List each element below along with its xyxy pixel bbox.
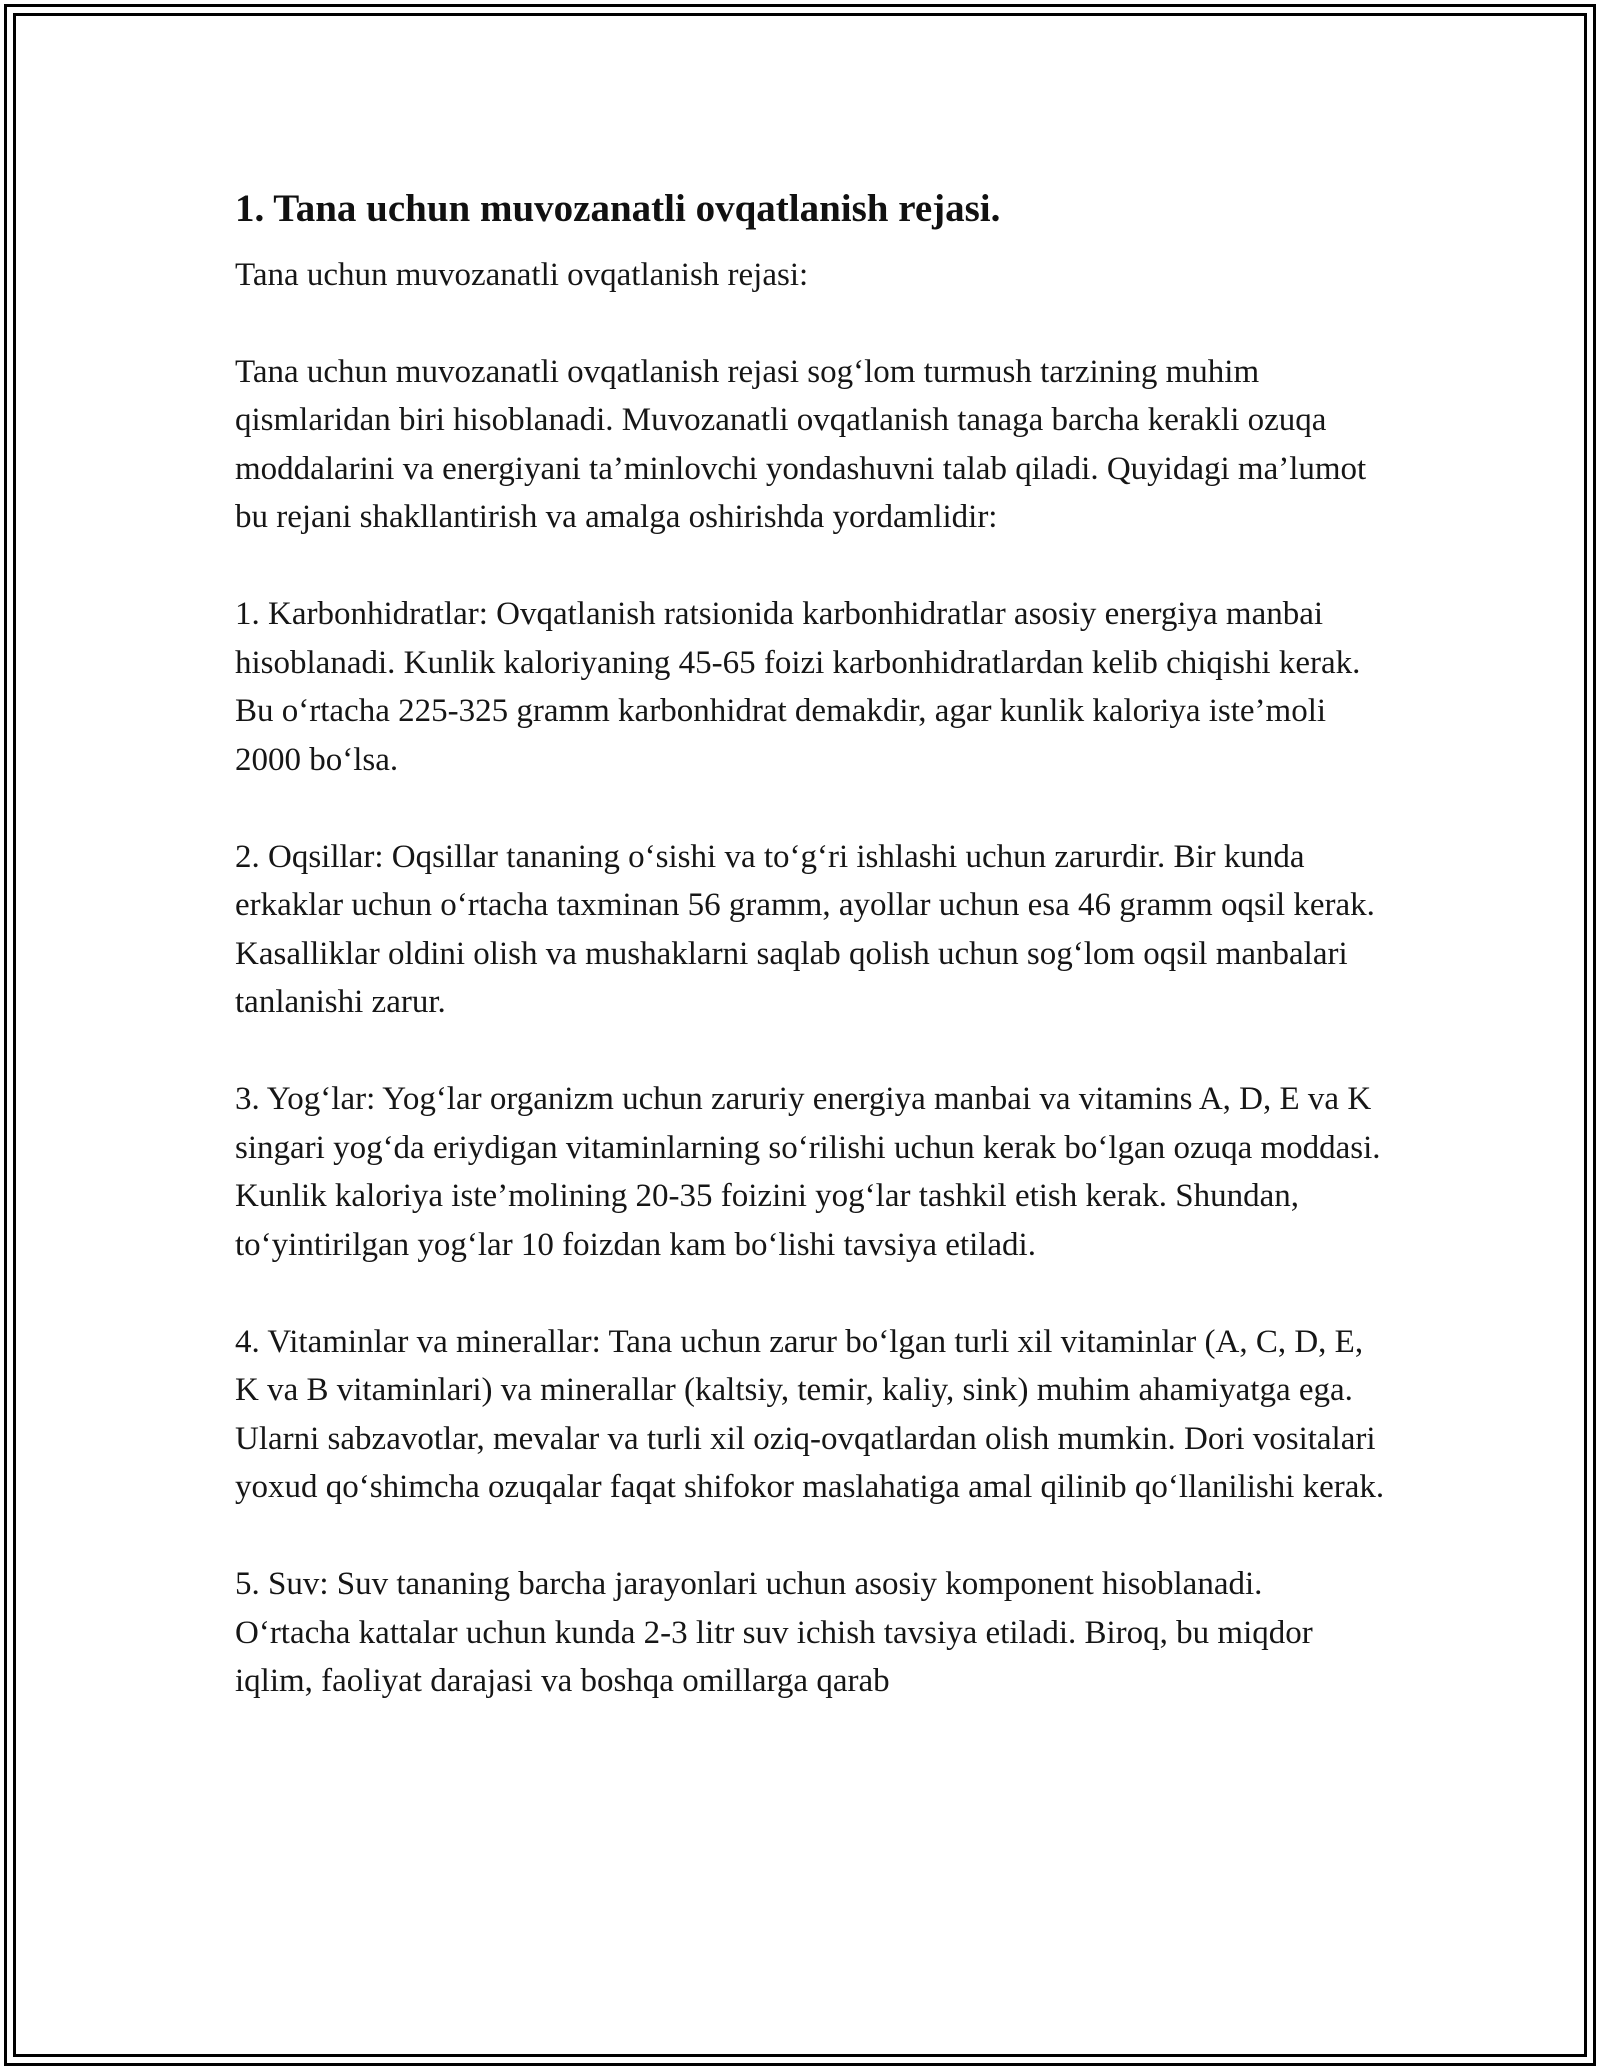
paragraph-water: 5. Suv: Suv tananing barcha jarayonlari uchun asosiy komponent hisoblanadi. O‘rtacha kattalar uchun kunda 2-3 litr suv ichish tavsiya etiladi. Biroq, bu miqdor iqlim, faoliyat darajasi va boshqa omillarga qarab [235,1566,1313,1699]
paragraph-vitamins-minerals: 4. Vitaminlar va minerallar: Tana uchun zarur bo‘lgan turli xil vitaminlar (A, C, D, E, K va B vitaminlari) va minerallar (kaltsiy, temir, kaliy, sink) muhim ahamiyatga ega. Ularni sabzavotlar, mevalar va turli xil oziq-ovqatlardan olish mumkin. Dori vositalari yoxud qo‘shimcha ozuqalar faqat shifokor maslahatiga amal qilinib qo‘llanilishi kerak. [235,1323,1385,1505]
document-subtitle: Tana uchun muvozanatli ovqatlanish rejasi: [235,257,809,293]
document-body [235,185,1385,1706]
document-heading: 1. Tana uchun muvozanatli ovqatlanish rejasi. [235,187,1001,230]
paragraph-carbohydrates: 1. Karbonhidratlar: Ovqatlanish ratsionida karbonhidratlar asosiy energiya manbai hisoblanadi. Kunlik kaloriyaning 45-65 foizi karbonhidratlardan kelib chiqishi kerak. Bu o‘rtacha 225-325 gramm karbonhidrat demakdir, agar kunlik kaloriya iste’moli 2000 bo‘lsa. [235,596,1361,778]
paragraph-fats: 3. Yog‘lar: Yog‘lar organizm uchun zaruriy energiya manbai va vitamins A, D, E va K singari yog‘da eriydigan vitaminlarning so‘rilishi uchun kerak bo‘lgan ozuqa moddasi. Kunlik kaloriya iste’molining 20-35 foizini yog‘lar tashkil etish kerak. Shundan, to‘yintirilgan yog‘lar 10 foizdan kam bo‘lishi tavsiya etiladi. [235,1081,1381,1263]
paragraph-intro: Tana uchun muvozanatli ovqatlanish rejasi sog‘lom turmush tarzining muhim qismlaridan biri hisoblanadi. Muvozanatli ovqatlanish tanaga barcha kerakli ozuqa moddalarini va energiyani ta’minlovchi yondashuvni talab qiladi. Quyidagi ma’lumot bu rejani shakllantirish va amalga oshirishda yordamlidir: [235,353,1367,535]
paragraph-proteins: 2. Oqsillar: Oqsillar tananing o‘sishi va to‘g‘ri ishlashi uchun zarurdir. Bir kunda erkaklar uchun o‘rtacha taxminan 56 gramm, ayollar uchun esa 46 gramm oqsil kerak. Kasalliklar oldini olish va mushaklarni saqlab qolish uchun sog‘lom oqsil manbalari tanlanishi zarur. [235,838,1375,1020]
